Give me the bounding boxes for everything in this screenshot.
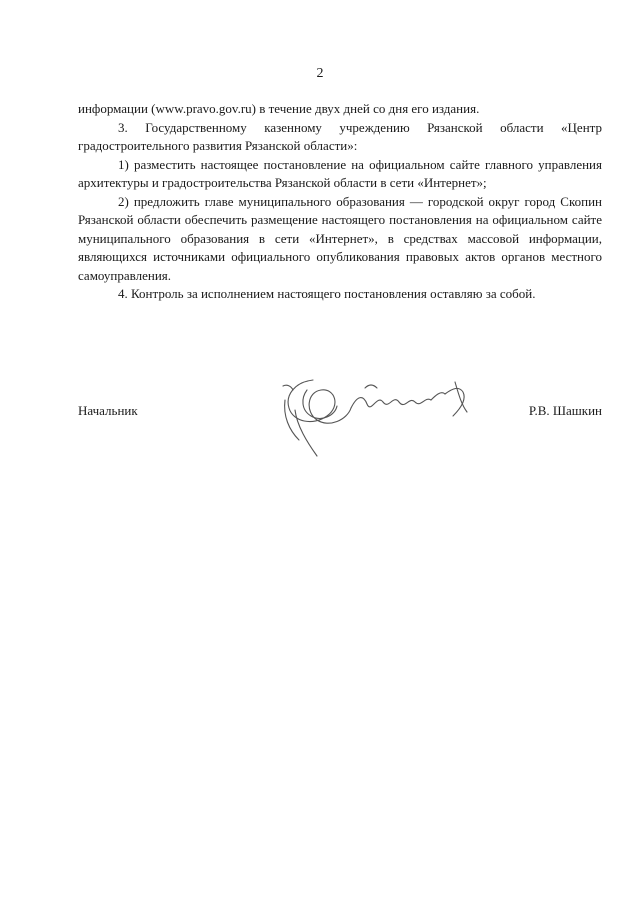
paragraph-subitem-1: 1) разместить настоящее постановление на официальном сайте главного управления архитектуры и градостроительства Рязанской области в сети «Интернет»; <box>78 156 602 190</box>
signer-name: Р.В. Шашкин <box>528 403 602 418</box>
paragraph-item-4: 4. Контроль за исполнением настоящего постановления оставляю за собой. <box>118 286 536 301</box>
page-number: 2 <box>316 66 324 81</box>
paragraph-subitem-2: 2) предложить главе муниципального образования — городской округ город Скопин Рязанской области обеспечить размещение настоящего постановления на официальном сайте муниципального образования в сети «Интернет», в средствах массовой информации, являющихся источниками официального опубликования правовых актов органов местного самоуправления. <box>78 193 602 283</box>
paragraph-item-3: 3. Государственному казенному учреждению Рязанской области «Центр градостроительного развития Рязанской области»: <box>78 119 602 153</box>
document-body <box>78 100 602 304</box>
signer-position: Начальник <box>78 403 138 418</box>
paragraph-continuation: информации (www.pravo.gov.ru) в течение двух дней со дня его издания. <box>78 101 480 116</box>
handwritten-signature <box>255 360 495 470</box>
